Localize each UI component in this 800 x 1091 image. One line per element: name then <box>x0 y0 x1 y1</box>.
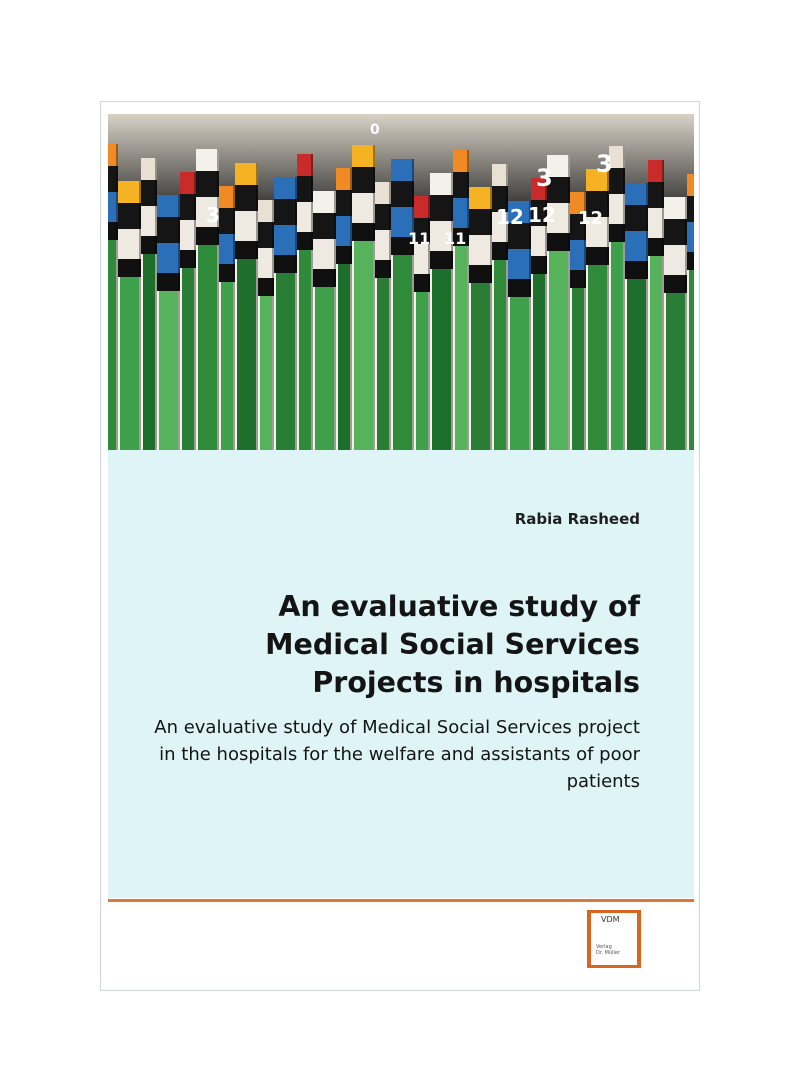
folder-stripe <box>313 239 336 269</box>
folder-stripe <box>609 194 625 224</box>
folder-stripe <box>274 177 297 199</box>
folder-stripe <box>196 171 219 197</box>
folder-stripe <box>256 163 258 450</box>
folder-stripe <box>648 182 664 208</box>
cover-info-panel <box>108 450 694 898</box>
folder-stripe <box>568 155 570 450</box>
folder-stripe <box>375 182 391 204</box>
folder-stripe <box>414 196 430 218</box>
folder-stripe <box>375 260 391 278</box>
folder-stripe <box>297 154 313 176</box>
folder-stripe <box>217 149 219 450</box>
publisher-logo-line1: Verlag <box>596 944 612 950</box>
logo-frame-top <box>587 910 637 913</box>
folder-stripe <box>467 150 469 450</box>
folder-stripe <box>529 201 531 450</box>
folder-stripe <box>662 160 664 450</box>
folder-stripe <box>258 200 274 222</box>
folder-stripe <box>377 278 389 450</box>
folder-stripe <box>219 234 235 264</box>
folder-stripe <box>180 172 196 194</box>
folder-stripe <box>336 168 352 190</box>
cover-photo <box>108 114 694 450</box>
folder-stripe <box>455 246 467 450</box>
folder-stripe <box>453 172 469 198</box>
folder-stripe <box>297 202 313 232</box>
folder-stripe <box>157 243 180 273</box>
folder-stripe <box>607 169 609 450</box>
file-folders-image <box>108 114 694 450</box>
folder-stripe <box>219 264 235 282</box>
author-name: Rabia Rasheed <box>514 510 640 528</box>
folder-stripe <box>492 242 508 260</box>
folder-stripe <box>469 187 492 209</box>
folder-stripe <box>313 213 336 239</box>
folder-tab-label: 0 <box>370 122 380 138</box>
folder-stripe <box>625 231 648 261</box>
folder-tab-label: 12 <box>528 203 556 227</box>
folder-stripe <box>625 183 648 205</box>
folder-stripe <box>648 208 664 238</box>
folder-stripe <box>120 277 139 450</box>
folder-stripe <box>219 186 235 208</box>
folder-tab-label: 12 <box>578 208 604 229</box>
folder-stripe <box>258 278 274 296</box>
folder-stripe <box>274 255 297 273</box>
folder-stripe <box>664 275 687 293</box>
folder-stripe <box>570 270 586 288</box>
folder-stripe <box>393 255 412 450</box>
folder-stripe <box>352 193 375 223</box>
folder-stripe <box>664 245 687 275</box>
orange-divider <box>108 899 694 902</box>
folder-stripe <box>625 205 648 231</box>
folder-stripe <box>373 145 375 450</box>
folder-stripe <box>430 251 453 269</box>
folder-stripe <box>338 264 350 450</box>
folder-stripe <box>157 217 180 243</box>
book-subtitle: An evaluative study of Medical Social Services project in the hospitals for the welfare and assistants of poor patients <box>154 717 640 792</box>
folder-stripe <box>586 247 609 265</box>
folder-stripe <box>494 260 506 450</box>
folder-stripe <box>687 222 694 252</box>
folder-stripe <box>219 208 235 234</box>
folder-stripe <box>549 251 568 450</box>
folder-stripe <box>533 274 545 450</box>
folder-stripe <box>143 254 155 450</box>
folder-stripe <box>352 223 375 241</box>
folder-stripe <box>141 158 157 180</box>
folder-stripe <box>334 191 336 450</box>
folder-stripe <box>469 265 492 283</box>
folder-tab-label: 3 <box>536 164 553 192</box>
folder-tab-label: 3 <box>596 150 613 178</box>
folder-stripe <box>157 273 180 291</box>
folder-stripe <box>375 204 391 230</box>
folder-stripe <box>274 199 297 225</box>
folder-stripe <box>221 282 233 450</box>
folder-stripe <box>352 145 375 167</box>
folder-stripe <box>471 283 490 450</box>
folder-stripe <box>258 248 274 278</box>
folder-stripe <box>297 176 313 202</box>
folder-stripe <box>430 195 453 221</box>
book-cover <box>100 101 700 991</box>
folder-stripe <box>453 198 469 228</box>
folder-stripe <box>416 292 428 450</box>
folder-stripe <box>508 279 531 297</box>
folder-stripe <box>453 150 469 172</box>
logo-frame-right <box>637 910 641 968</box>
folder-stripe <box>570 240 586 270</box>
folder-stripe <box>336 246 352 264</box>
folder-stripe <box>139 181 141 450</box>
publisher-logo-name: VDM <box>601 915 620 924</box>
folder-stripe <box>196 149 219 171</box>
folder-stripe <box>490 187 492 450</box>
folder-stripe <box>118 203 141 229</box>
folder-stripe <box>233 186 235 450</box>
book-title: An evaluative study of Medical Social Services Projects in hospitals <box>265 590 640 699</box>
folder-stripe <box>235 163 258 185</box>
folder-stripe <box>108 240 116 450</box>
folder-stripe <box>646 183 648 450</box>
folder-stripe <box>391 159 414 181</box>
publisher-logo-text <box>596 944 636 956</box>
folder-stripe <box>375 230 391 260</box>
folder-stripe <box>627 279 646 450</box>
folder-stripe <box>141 206 157 236</box>
logo-frame-left <box>587 910 591 968</box>
folder-stripe <box>180 220 196 250</box>
folder-stripe <box>469 235 492 265</box>
folder-stripe <box>155 158 157 450</box>
folder-stripe <box>623 146 625 450</box>
folder-stripe <box>237 259 256 450</box>
folder-stripe <box>510 297 529 450</box>
folder-stripe <box>157 195 180 217</box>
folder-stripe <box>272 200 274 450</box>
folder-stripe <box>664 197 687 219</box>
folder-stripe <box>648 160 664 182</box>
folder-stripe <box>118 229 141 259</box>
folder-stripe <box>609 224 625 242</box>
folder-stripe <box>118 181 141 203</box>
folder-stripe <box>451 173 453 450</box>
folder-stripe <box>687 252 694 270</box>
folder-stripe <box>664 219 687 245</box>
folder-stripe <box>235 241 258 259</box>
folder-stripe <box>531 256 547 274</box>
folder-stripe <box>469 209 492 235</box>
folder-stripe <box>687 196 694 222</box>
folder-stripe <box>313 191 336 213</box>
folder-stripe <box>350 168 352 450</box>
folder-stripe <box>666 293 685 450</box>
folder-stripe <box>274 225 297 255</box>
folder-stripe <box>313 269 336 287</box>
folder-stripe <box>572 288 584 450</box>
folder-stripe <box>625 261 648 279</box>
folder-stripe <box>178 195 180 450</box>
folder-tab-label: 11 <box>408 229 431 248</box>
folder-tab-label: 12 <box>496 205 524 229</box>
publisher-logo-line2: Dr. Müller <box>596 950 621 956</box>
folder-stripe <box>276 273 295 450</box>
folder-stripe <box>311 154 313 450</box>
folder-stripe <box>194 172 196 450</box>
folder-stripe <box>297 232 313 250</box>
folder-stripe <box>508 249 531 279</box>
folder-stripe <box>141 236 157 254</box>
folder-stripe <box>180 194 196 220</box>
folder-stripe <box>648 238 664 256</box>
folder-stripe <box>336 216 352 246</box>
folder-stripe <box>547 233 570 251</box>
folder-stripe <box>258 222 274 248</box>
folder-stripe <box>198 245 217 450</box>
folder-stripe <box>389 182 391 450</box>
folder-stripe <box>116 144 118 450</box>
folder-stripe <box>432 269 451 450</box>
folder-stripe <box>352 167 375 193</box>
folder-stripe <box>180 250 196 268</box>
folder-stripe <box>141 180 157 206</box>
folder-stripe <box>391 181 414 207</box>
folder-stripe <box>584 192 586 450</box>
folder-stripe <box>260 296 272 450</box>
folder-stripe <box>685 197 687 450</box>
folder-stripe <box>354 241 373 450</box>
logo-frame-bottom <box>587 965 641 968</box>
folder-stripe <box>492 164 508 186</box>
folder-stripe <box>414 274 430 292</box>
folder-stripe <box>650 256 662 450</box>
folder-stripe <box>687 174 694 196</box>
folder-stripe <box>430 173 453 195</box>
folder-stripe <box>336 190 352 216</box>
folder-stripe <box>531 226 547 256</box>
folder-tab-label: 3 <box>206 203 220 227</box>
folder-stripe <box>295 177 297 450</box>
folder-stripe <box>235 211 258 241</box>
folder-stripe <box>689 270 694 450</box>
folder-stripe <box>118 259 141 277</box>
folder-stripe <box>235 185 258 211</box>
folder-stripe <box>611 242 623 450</box>
folder-stripe <box>412 159 414 450</box>
folder-stripe <box>159 291 178 450</box>
folder-stripe <box>414 244 430 274</box>
folder-stripe <box>299 250 311 450</box>
folder-stripe <box>588 265 607 450</box>
publisher-logo <box>587 910 643 968</box>
folder-tab-label: 11 <box>444 229 467 248</box>
folder-stripe <box>315 287 334 450</box>
folder-stripe <box>196 227 219 245</box>
folder-stripe <box>182 268 194 450</box>
